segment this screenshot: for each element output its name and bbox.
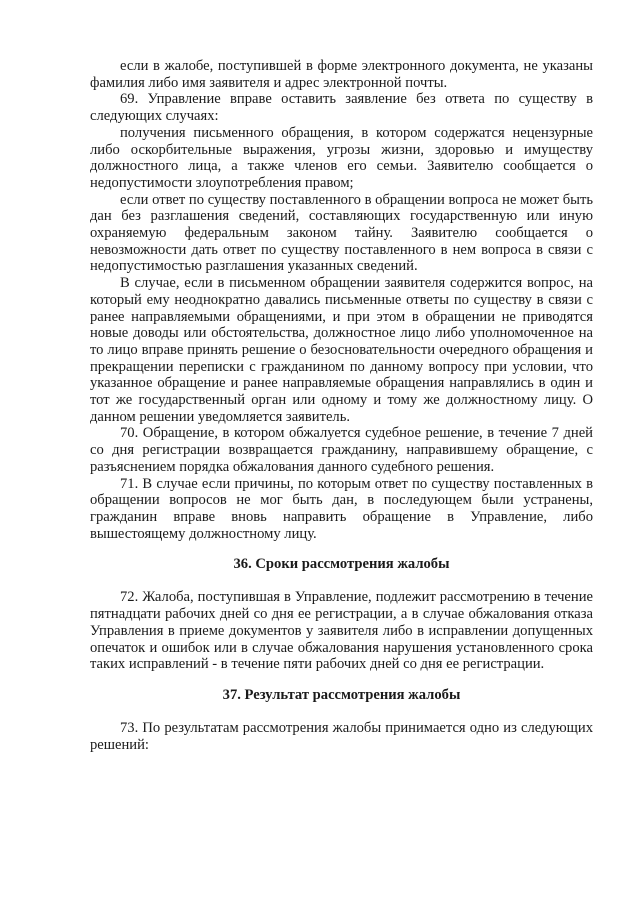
document-body bbox=[90, 58, 593, 753]
paragraph: получения письменного обращения, в котором содержатся нецензурные либо оскорбительные выражения, угрозы жизни, здоровью и имуществу должностного лица, а также членов его семьи. Заявителю сообщается о недопустимости злоупотребления правом; bbox=[90, 124, 593, 191]
section-36-heading: 36. Сроки рассмотрения жалобы bbox=[233, 556, 450, 573]
paragraph-73: 73. По результатам рассмотрения жалобы принимается одно из следующих решений: bbox=[90, 719, 593, 753]
paragraph-72: 72. Жалоба, поступившая в Управление, подлежит рассмотрению в течение пятнадцати рабочих дней со дня ее регистрации, а в случае обжалования отказа Управления в приеме документов у заявителя либо в исправлении допущенных опечаток и ошибок или в случае обжалования нарушения установленного срока таких исправлений - в течение пяти рабочих дней со дня ее регистрации. bbox=[90, 589, 593, 673]
section-37-heading: 37. Результат рассмотрения жалобы bbox=[222, 686, 461, 703]
paragraph-70: 70. Обращение, в котором обжалуется судебное решение, в течение 7 дней со дня регистрации возвращается гражданину, направившему обращение, с разъяснением порядка обжалования данного судебного решения. bbox=[90, 425, 593, 475]
paragraph: если в жалобе, поступившей в форме электронного документа, не указаны фамилия либо имя заявителя и адрес электронной почты. bbox=[90, 58, 593, 91]
paragraph-69: 69. Управление вправе оставить заявление без ответа по существу в следующих случаях: bbox=[90, 91, 593, 125]
paragraph: если ответ по существу поставленного в обращении вопроса не может быть дан без разглашения сведений, составляющих государственную или иную охраняемую федеральным законом тайну. Заявителю сообщается о невозможности дать ответ по существу поставленного в нем вопроса в связи с недопустимостью разглашения указанных сведений. bbox=[90, 191, 593, 275]
paragraph: В случае, если в письменном обращении заявителя содержится вопрос, на который ему неоднократно давались письменные ответы по существу в связи с ранее направляемыми обращениями, и при этом в обращении не приводятся новые доводы или обстоятельства, должностное лицо либо уполномоченное на то лицо вправе принять решение о безосновательности очередного обращения и прекращении переписки с гражданином по данному вопросу при условии, что указанное обращение и ранее направляемые обращения направлялись в один и тот же государственный орган или одному и тому же должностному лицу. О данном решении уведомляется заявитель. bbox=[90, 275, 593, 425]
paragraph-71: 71. В случае если причины, по которым ответ по существу поставленных в обращении вопросов не мог быть дан, в последующем были устранены, гражданин вправе вновь направить обращение в Управление, либо вышестоящему должностному лицу. bbox=[90, 475, 593, 542]
